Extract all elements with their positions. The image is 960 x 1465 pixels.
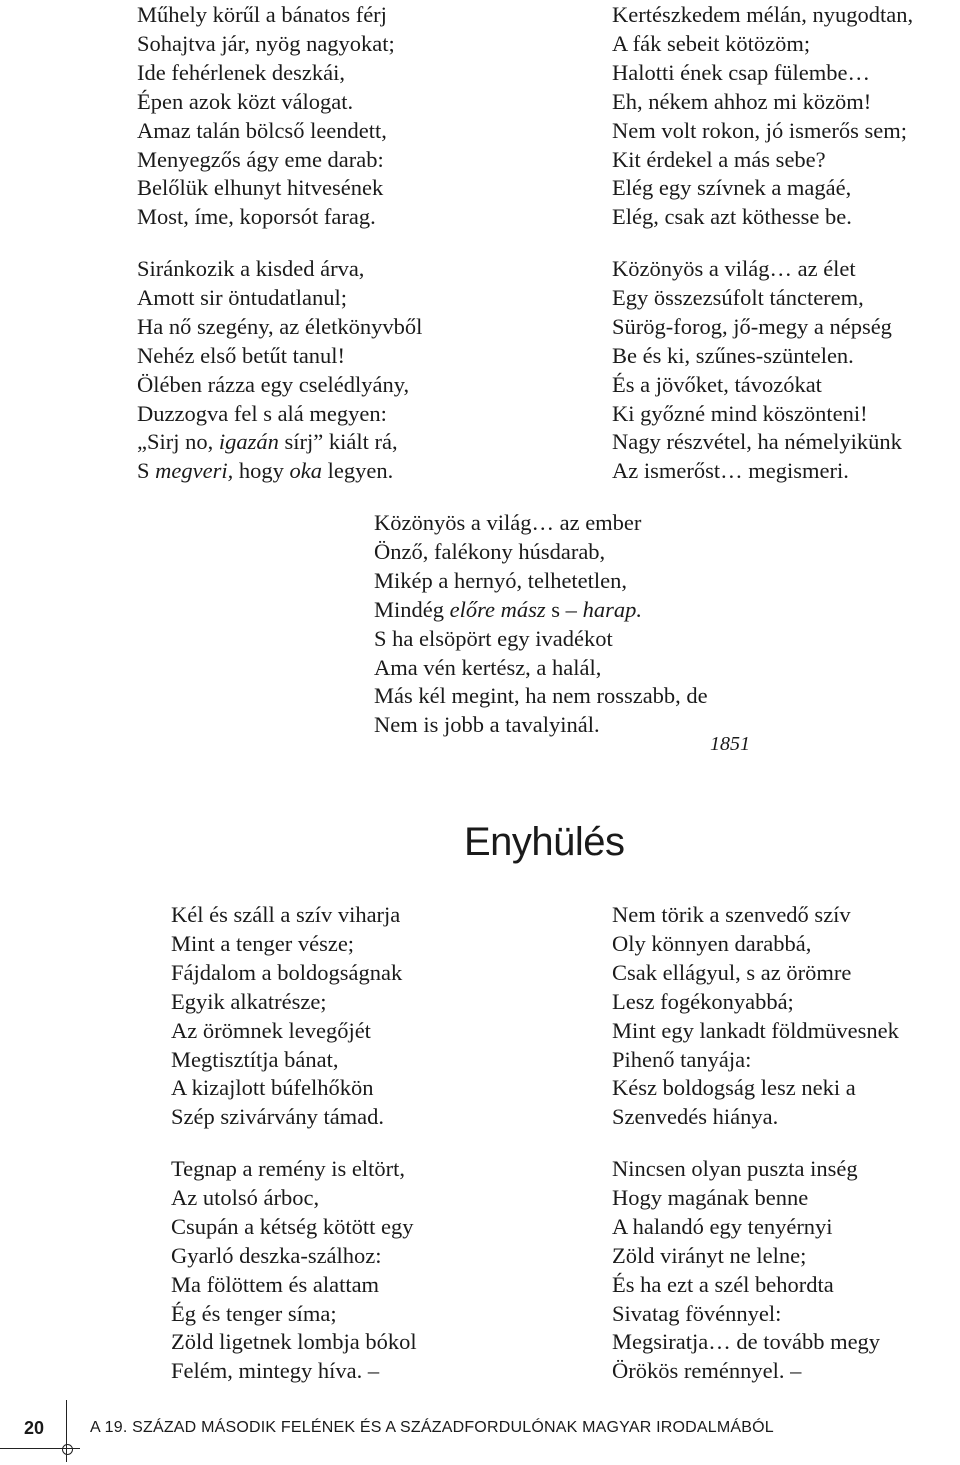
verse-line	[137, 428, 422, 457]
verse-text: Örökös reménnyel. –	[612, 1358, 802, 1384]
verse-italic-text: előre mász	[449, 596, 546, 622]
verse-line	[137, 117, 395, 146]
verse-line	[171, 1328, 417, 1357]
verse-line	[612, 988, 899, 1017]
verse-line	[171, 1357, 417, 1386]
verse-text: s –	[545, 596, 583, 622]
verse-line	[612, 930, 899, 959]
verse-text: Ama vén kertész, a halál,	[374, 654, 602, 680]
verse-text: És ha ezt a szél behordta	[612, 1271, 834, 1297]
verse-text: Halotti ének csap fülembe…	[612, 59, 871, 85]
verse-text: Mint a tenger vésze;	[171, 930, 355, 956]
verse-line	[612, 117, 913, 146]
verse-text: Sürög-forog, jő-megy a népség	[612, 313, 892, 339]
verse-text: Szenvedés hiánya.	[612, 1104, 779, 1130]
verse-text: Az örömnek levegőjét	[171, 1017, 371, 1043]
verse-text: Duzzogva fel s alá megyen:	[137, 400, 387, 426]
verse-text: Megsiratja… de tovább megy	[612, 1329, 881, 1355]
verse-line	[612, 88, 913, 117]
verse-line	[171, 1017, 402, 1046]
verse-text: Most, íme, koporsót farag.	[137, 204, 376, 230]
verse-line	[612, 901, 899, 930]
verse-line	[612, 313, 902, 342]
verse-text: Kész boldogság lesz neki a	[612, 1075, 856, 1101]
verse-line	[612, 959, 899, 988]
verse-text: Oly könnyen darabbá,	[612, 930, 812, 956]
verse-line	[137, 88, 395, 117]
verse-text: „Sirj no,	[137, 429, 219, 455]
verse-line	[612, 284, 902, 313]
verse-text: Ölében rázza egy cselédlyány,	[137, 371, 410, 397]
verse-text: Gyarló deszka-szálhoz:	[171, 1242, 382, 1268]
verse-text: S	[137, 458, 156, 484]
verse-line	[612, 1328, 880, 1357]
verse-text: Nem törik a szenvedő szív	[612, 902, 851, 927]
verse-text: Belőlük elhunyt hitvesének	[137, 175, 384, 201]
verse-line	[137, 284, 422, 313]
verse-text: Csupán a kétség kötött egy	[171, 1213, 414, 1239]
verse-line	[171, 1155, 417, 1184]
verse-text: Fájdalom a boldogságnak	[171, 959, 403, 985]
verse-line	[374, 509, 708, 538]
verse-italic-text: oka	[289, 458, 322, 484]
verse-italic-text: megveri,	[155, 458, 234, 484]
verse-text: Sohajtva jár, nyög nagyokat;	[137, 30, 395, 56]
verse-line	[137, 146, 395, 175]
verse-text: Zöld virányt ne lelne;	[612, 1242, 807, 1268]
running-head: A 19. SZÁZAD MÁSODIK FELÉNEK ÉS A SZÁZADFORDULÓNAK MAGYAR IRODALMÁBÓL	[90, 1419, 774, 1436]
verse-line	[171, 1300, 417, 1329]
verse-line	[612, 1300, 880, 1329]
page-footer	[0, 1400, 960, 1465]
verse-line	[137, 30, 395, 59]
verse-text: Menyegzős ágy eme darab:	[137, 146, 384, 172]
verse-line	[137, 59, 395, 88]
verse-text: A fák sebeit kötözöm;	[612, 30, 811, 56]
verse-text: Kél és száll a szív viharja	[171, 902, 401, 927]
verse-line	[171, 1213, 417, 1242]
verse-line	[137, 371, 422, 400]
verse-line	[171, 988, 402, 1017]
verse-line	[612, 1046, 899, 1075]
verse-italic-text: harap.	[582, 596, 642, 622]
verse-text: Ég és tenger síma;	[171, 1300, 337, 1326]
verse-text: Felém, mintegy híva. –	[171, 1358, 380, 1384]
verse-text: Műhely körűl a bánatos férj	[137, 2, 387, 27]
verse-text: Mikép a hernyó, telhetetlen,	[374, 567, 628, 593]
verse-text: Ide fehérlenek deszkái,	[137, 59, 346, 85]
verse-line	[612, 146, 913, 175]
verse-line	[612, 1271, 880, 1300]
verse-text: Amott sir öntudatlanul;	[137, 284, 347, 310]
verse-line	[171, 901, 402, 930]
verse-line	[137, 1, 395, 30]
verse-line	[612, 1, 913, 30]
verse-text: Önző, falékony húsdarab,	[374, 538, 606, 564]
verse-text: Amaz talán bölcső leendett,	[137, 117, 387, 143]
verse-line	[137, 457, 422, 486]
verse-line	[612, 428, 902, 457]
verse-line	[612, 59, 913, 88]
verse-text: Ha nő szegény, az életkönyvből	[137, 313, 423, 339]
verse-line	[612, 342, 902, 371]
poem1-stanza-5	[374, 509, 708, 740]
verse-text: Siránkozik a kisded árva,	[137, 256, 365, 281]
verse-text: A halandó egy tenyérnyi	[612, 1213, 833, 1239]
verse-text: Hogy magának benne	[612, 1184, 809, 1210]
poem2-stanza-2	[171, 1155, 417, 1386]
verse-line	[374, 711, 708, 740]
verse-text: Szép szivárvány támad.	[171, 1104, 385, 1130]
verse-text: Eh, nékem ahhoz mi közöm!	[612, 88, 872, 114]
verse-text: Mint egy lankadt földmüvesnek	[612, 1017, 899, 1043]
verse-line	[171, 930, 402, 959]
verse-line	[137, 400, 422, 429]
verse-line	[612, 371, 902, 400]
verse-line	[171, 1103, 402, 1132]
verse-line	[612, 1103, 899, 1132]
verse-text: Kit érdekel a más sebe?	[612, 146, 826, 172]
verse-line	[137, 203, 395, 232]
verse-line	[612, 1213, 880, 1242]
verse-line	[137, 342, 422, 371]
verse-text: Tegnap a remény is eltört,	[171, 1156, 405, 1181]
verse-text: Nagy részvétel, ha némelyikünk	[612, 429, 902, 455]
poem1-stanza-3	[612, 1, 913, 232]
poem-date: 1851	[710, 733, 750, 755]
poem1-stanza-2	[137, 255, 422, 486]
poem1-stanza-1	[137, 1, 395, 232]
verse-line	[612, 457, 902, 486]
verse-line	[137, 255, 422, 284]
poem2-stanza-4	[612, 1155, 880, 1386]
verse-text: Más kél megint, ha nem rosszabb, de	[374, 683, 708, 709]
verse-line	[612, 1242, 880, 1271]
verse-text: Egy összezsúfolt táncterem,	[612, 284, 864, 310]
verse-text: A kizajlott búfelhőkön	[171, 1075, 374, 1101]
verse-text: Sivatag fövénnyel:	[612, 1300, 782, 1326]
verse-text: Épen azok közt válogat.	[137, 88, 354, 114]
poem2-stanza-1	[171, 901, 402, 1132]
verse-text: Elég egy szívnek a magáé,	[612, 175, 852, 201]
verse-text: legyen.	[321, 458, 394, 484]
verse-text: Az utolsó árboc,	[171, 1184, 320, 1210]
poem1-stanza-4	[612, 255, 902, 486]
verse-line	[612, 174, 913, 203]
verse-text: Ma fölöttem és alattam	[171, 1271, 380, 1297]
verse-line	[374, 682, 708, 711]
poem2-stanza-3	[612, 901, 899, 1132]
verse-text: Elég, csak azt köthesse be.	[612, 204, 852, 230]
verse-text: Az ismerőst… megismeri.	[612, 458, 849, 484]
verse-text: Kertészkedem mélán, nyugodtan,	[612, 2, 914, 27]
verse-line	[612, 255, 902, 284]
verse-text: Be és ki, szűnes-szüntelen.	[612, 342, 854, 368]
verse-text: És a jövőket, távozókat	[612, 371, 822, 397]
verse-line	[374, 625, 708, 654]
verse-text: Nincsen olyan puszta inség	[612, 1156, 858, 1181]
verse-text: Megtisztítja bánat,	[171, 1046, 339, 1072]
verse-line	[137, 174, 395, 203]
verse-line	[374, 538, 708, 567]
verse-text: Pihenő tanyája:	[612, 1046, 752, 1072]
verse-text: Mindég	[374, 596, 450, 622]
verse-line	[374, 654, 708, 683]
verse-line	[171, 1242, 417, 1271]
verse-line	[374, 596, 708, 625]
verse-text: Nehéz első betűt tanul!	[137, 342, 346, 368]
verse-line	[171, 1271, 417, 1300]
verse-line	[137, 313, 422, 342]
verse-text: Lesz fogékonyabbá;	[612, 988, 794, 1014]
verse-line	[374, 567, 708, 596]
verse-line	[612, 1155, 880, 1184]
page-number: 20	[24, 1418, 45, 1438]
verse-text: S ha elsöpört egy ivadékot	[374, 625, 613, 651]
verse-text: sírj” kiált rá,	[278, 429, 398, 455]
verse-italic-text: igazán	[218, 429, 279, 455]
verse-text: Közönyös a világ… az élet	[612, 256, 856, 281]
verse-text: Nem volt rokon, jó ismerős sem;	[612, 117, 907, 143]
verse-line	[612, 400, 902, 429]
verse-text: Közönyös a világ… az ember	[374, 510, 642, 535]
verse-line	[612, 1357, 880, 1386]
poem-title: Enyhülés	[464, 820, 625, 864]
verse-line	[171, 959, 402, 988]
verse-text: Csak ellágyul, s az örömre	[612, 959, 852, 985]
verse-line	[171, 1074, 402, 1103]
verse-line	[171, 1184, 417, 1213]
verse-line	[612, 1017, 899, 1046]
verse-text: Nem is jobb a tavalyinál.	[374, 712, 600, 738]
verse-line	[612, 203, 913, 232]
verse-line	[612, 30, 913, 59]
verse-line	[612, 1074, 899, 1103]
verse-text: Ki győzné mind köszönteni!	[612, 400, 868, 426]
verse-text: Zöld ligetnek lombja bókol	[171, 1329, 417, 1355]
verse-text: Egyik alkatrésze;	[171, 988, 327, 1014]
verse-text: hogy	[233, 458, 290, 484]
registration-mark-icon	[62, 1444, 73, 1455]
verse-line	[171, 1046, 402, 1075]
verse-line	[612, 1184, 880, 1213]
